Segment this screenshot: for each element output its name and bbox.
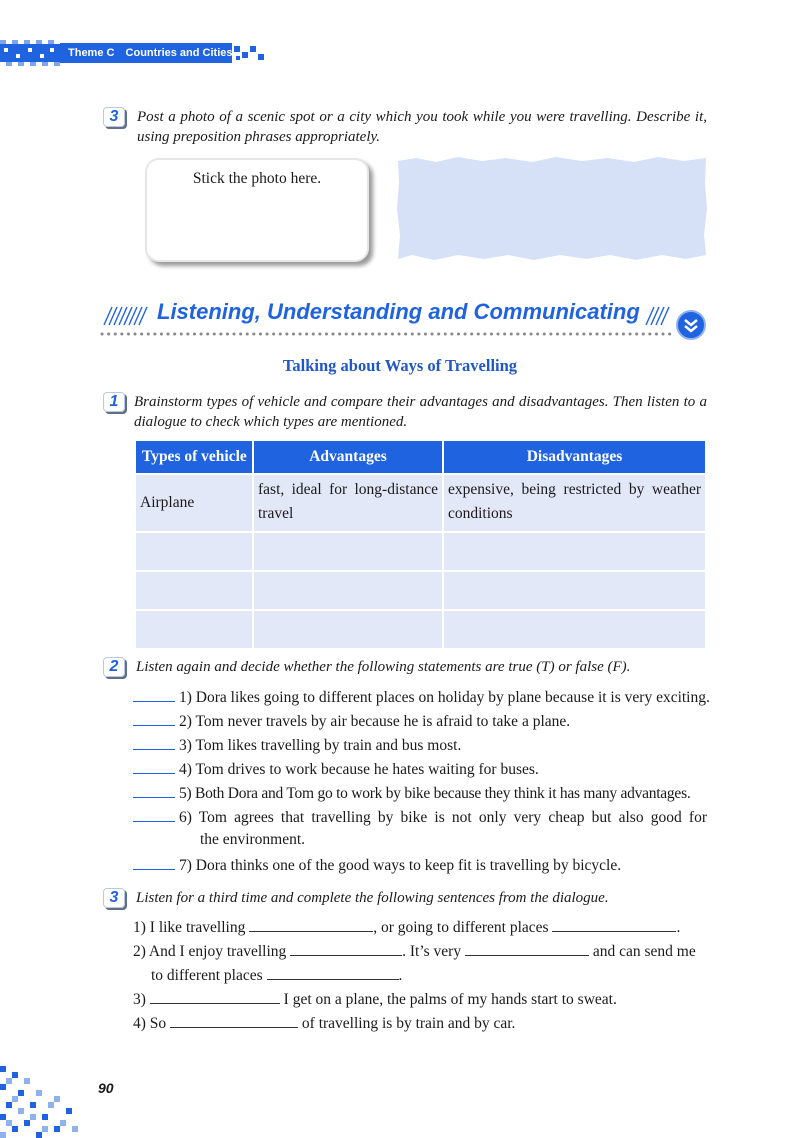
activity-instruction: Listen again and decide whether the following statements are true (T) or false (F). (136, 659, 631, 675)
sentence-text: . It’s very (402, 943, 462, 960)
activity-number-badge: 2 (103, 657, 125, 677)
header-stripes-left (100, 305, 152, 327)
sentence-text: . (676, 919, 681, 936)
answer-blank[interactable] (150, 988, 280, 1004)
sentence-text: 4) So (133, 1015, 167, 1032)
statement-continuation: the environment. (200, 831, 306, 848)
table-cell: Airplane (136, 474, 253, 532)
theme-subject: Countries and Cities (125, 47, 233, 59)
answer-blank[interactable] (170, 1012, 298, 1028)
table-header-row (136, 441, 705, 474)
sentence-text: . (398, 967, 403, 984)
answer-blank[interactable] (133, 854, 175, 870)
sentence-text: to different places (151, 967, 263, 984)
table-row (136, 532, 705, 571)
table-header-cell: Disadvantages (443, 441, 705, 474)
sentence-text: and can send me (592, 943, 696, 960)
table-row (136, 571, 705, 610)
header-stripes-right (644, 305, 674, 327)
answer-blank[interactable] (133, 710, 175, 726)
table-cell[interactable] (253, 532, 443, 571)
footer-pixel-pattern (0, 1062, 96, 1138)
answer-blank[interactable] (267, 964, 399, 980)
table-cell[interactable] (136, 532, 253, 571)
fill-sentence (151, 964, 402, 986)
table-cell[interactable] (443, 571, 705, 610)
answer-blank[interactable] (290, 940, 402, 956)
answer-blank[interactable] (133, 782, 175, 798)
table-cell[interactable] (443, 610, 705, 648)
photo-placeholder-box (145, 158, 369, 262)
activity-number-badge: 3 (103, 107, 125, 127)
page-number: 90 (98, 1080, 114, 1096)
table-cell: fast, ideal for long-distance travel (253, 474, 443, 532)
dotted-divider (100, 331, 675, 337)
vehicle-comparison-table (136, 441, 705, 648)
statement-item (133, 782, 690, 804)
fill-sentence (133, 1012, 515, 1034)
statement-item (133, 734, 461, 756)
table-cell[interactable] (443, 532, 705, 571)
fill-sentence (133, 988, 617, 1010)
fill-sentence (133, 916, 680, 938)
activity-number-badge: 3 (103, 888, 125, 908)
answer-blank[interactable] (552, 916, 676, 932)
answer-blank[interactable] (133, 806, 175, 822)
section-subtitle: Talking about Ways of Travelling (282, 356, 518, 375)
sentence-text: of travelling is by train and by car. (301, 1015, 516, 1032)
table-row (136, 474, 705, 532)
table-cell[interactable] (136, 610, 253, 648)
activity-instruction: Post a photo of a scenic spot or a city which you took while you were travelling. Describe it, using preposition phrases appropriately. (137, 109, 707, 145)
theme-banner (60, 43, 232, 63)
sentence-text: 2) And I enjoy travelling (133, 943, 287, 960)
table-row (136, 610, 705, 648)
sentence-text: I get on a plane, the palms of my hands start to sweat. (283, 991, 617, 1008)
table-cell[interactable] (253, 571, 443, 610)
table-header-cell: Types of vehicle (136, 441, 253, 474)
activity-instruction: Brainstorm types of vehicle and compare their advantages and disadvantages. Then listen to a dialogue to check which types are mentioned. (134, 394, 707, 430)
answer-blank[interactable] (249, 916, 373, 932)
section-title: Listening, Understanding and Communicating (157, 299, 640, 324)
answer-blank[interactable] (133, 686, 175, 702)
table-cell[interactable] (136, 571, 253, 610)
statement-text: 6) Tom agrees that travelling by bike is not only very cheap but also good for (179, 809, 707, 826)
statement-text: 4) Tom drives to work because he hates waiting for buses. (179, 761, 539, 778)
table-cell[interactable] (253, 610, 443, 648)
activity-instruction: Listen for a third time and complete the following sentences from the dialogue. (136, 890, 609, 906)
table-header-cell: Advantages (253, 441, 443, 474)
statement-item (133, 686, 710, 708)
statement-text: 1) Dora likes going to different places on holiday by plane because it is very exciting. (179, 689, 710, 706)
theme-label: Theme C (68, 47, 115, 59)
answer-blank[interactable] (465, 940, 589, 956)
statement-item (133, 806, 707, 828)
statement-text: 5) Both Dora and Tom go to work by bike because they think it has many advantages. (179, 785, 691, 802)
writing-note-paper (396, 155, 708, 263)
activity-number-badge: 1 (103, 392, 125, 412)
statement-text: 3) Tom likes travelling by train and bus most. (179, 737, 462, 754)
answer-blank[interactable] (133, 758, 175, 774)
sentence-text: 3) (133, 991, 146, 1008)
statement-item (133, 758, 539, 780)
table-cell: expensive, being restricted by weather conditions (443, 474, 705, 532)
photo-placeholder-text: Stick the photo here. (192, 170, 322, 187)
sentence-text: 1) I like travelling (133, 919, 246, 936)
expand-chevron-icon (676, 310, 706, 340)
statement-text: 7) Dora thinks one of the good ways to keep fit is travelling by bicycle. (179, 857, 622, 874)
sentence-text: , or going to different places (373, 919, 549, 936)
fill-sentence (133, 940, 696, 962)
statement-text: 2) Tom never travels by air because he is afraid to take a plane. (179, 713, 571, 730)
answer-blank[interactable] (133, 734, 175, 750)
statement-item (133, 854, 621, 876)
statement-item (133, 710, 570, 732)
